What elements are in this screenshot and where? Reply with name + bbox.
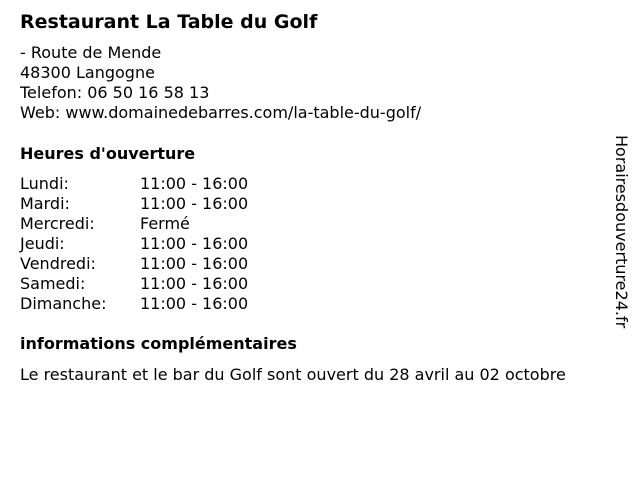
address-city: 48300 Langogne	[20, 63, 155, 82]
hours-time: 11:00 - 16:00	[140, 294, 249, 313]
website-label: Web:	[20, 103, 66, 122]
additional-info-text: Le restaurant et le bar du Golf sont ouvert du 28 avril au 02 octobre	[20, 365, 566, 384]
hours-time: 11:00 - 16:00	[140, 234, 249, 253]
address-block	[20, 43, 421, 123]
hours-day: Dimanche:	[20, 294, 107, 313]
phone-number: Telefon: 06 50 16 58 13	[20, 83, 210, 102]
hours-day: Mercredi:	[20, 214, 95, 233]
hours-row	[20, 254, 248, 274]
opening-hours-table	[20, 174, 248, 314]
hours-day: Mardi:	[20, 194, 70, 213]
hours-time: 11:00 - 16:00	[140, 174, 249, 193]
opening-hours-heading: Heures d'ouverture	[20, 144, 196, 163]
hours-time: Fermé	[140, 214, 190, 233]
hours-row	[20, 274, 248, 294]
hours-day: Vendredi:	[20, 254, 96, 273]
hours-day: Lundi:	[20, 174, 69, 193]
hours-time: 11:00 - 16:00	[140, 254, 249, 273]
restaurant-title: Restaurant La Table du Golf	[20, 11, 318, 33]
hours-row	[20, 234, 248, 254]
site-watermark: Horairesdouverture24.fr	[612, 135, 631, 329]
hours-day: Jeudi:	[20, 234, 65, 253]
website-line	[20, 103, 421, 123]
hours-row	[20, 214, 248, 234]
address-street: - Route de Mende	[20, 43, 162, 62]
website-link[interactable]: www.domainedebarres.com/la-table-du-golf/	[65, 103, 422, 122]
hours-row	[20, 194, 248, 214]
hours-row	[20, 174, 248, 194]
hours-day: Samedi:	[20, 274, 86, 293]
hours-row	[20, 294, 248, 314]
additional-info-heading: informations complémentaires	[20, 334, 297, 353]
hours-time: 11:00 - 16:00	[140, 194, 249, 213]
hours-time: 11:00 - 16:00	[140, 274, 249, 293]
